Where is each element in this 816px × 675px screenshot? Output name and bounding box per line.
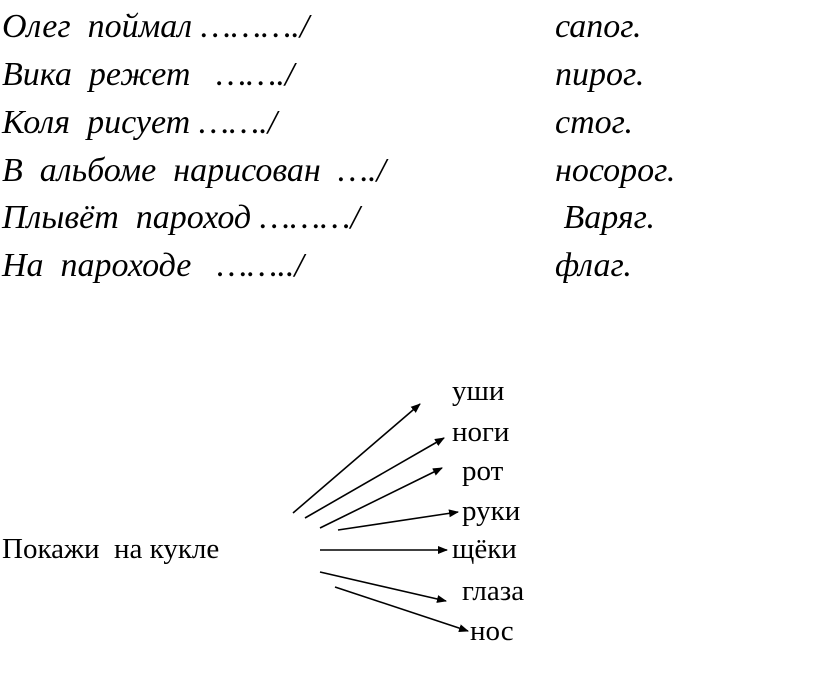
sentence-word-6: флаг.	[555, 247, 632, 284]
choice-eyes: глаза	[462, 575, 525, 607]
sentence-left-3: Коля рисует ……./	[2, 104, 278, 141]
sentence-left-1: Олег поймал ………./	[2, 8, 310, 45]
arrow-to-ears	[293, 404, 420, 513]
sentence-left-4: В альбоме нарисован …./	[2, 152, 386, 189]
choice-cheeks: щёки	[452, 533, 517, 565]
choice-nose: нос	[470, 615, 514, 647]
sentence-word-3: стог.	[555, 104, 633, 141]
arrow-to-eyes	[320, 572, 446, 601]
sentence-word-5: Варяг.	[555, 199, 655, 236]
sentence-left-2: Вика режет ……./	[2, 56, 295, 93]
choice-mouth: рот	[462, 455, 504, 487]
arrow-to-hands	[338, 512, 458, 530]
choice-ears: уши	[452, 375, 505, 407]
sentence-word-4: носорог.	[555, 152, 676, 189]
choice-legs: ноги	[452, 416, 510, 448]
sentence-left-5: Плывёт пароход ………/	[2, 199, 360, 236]
sentence-left-6: На пароходе ……../	[2, 247, 304, 284]
sentence-word-2: пирог.	[555, 56, 645, 93]
choice-hands: руки	[462, 495, 521, 527]
sentence-word-1: сапог.	[555, 8, 642, 45]
doll-prompt: Покажи на кукле	[2, 533, 220, 565]
arrow-to-nose	[335, 587, 468, 631]
